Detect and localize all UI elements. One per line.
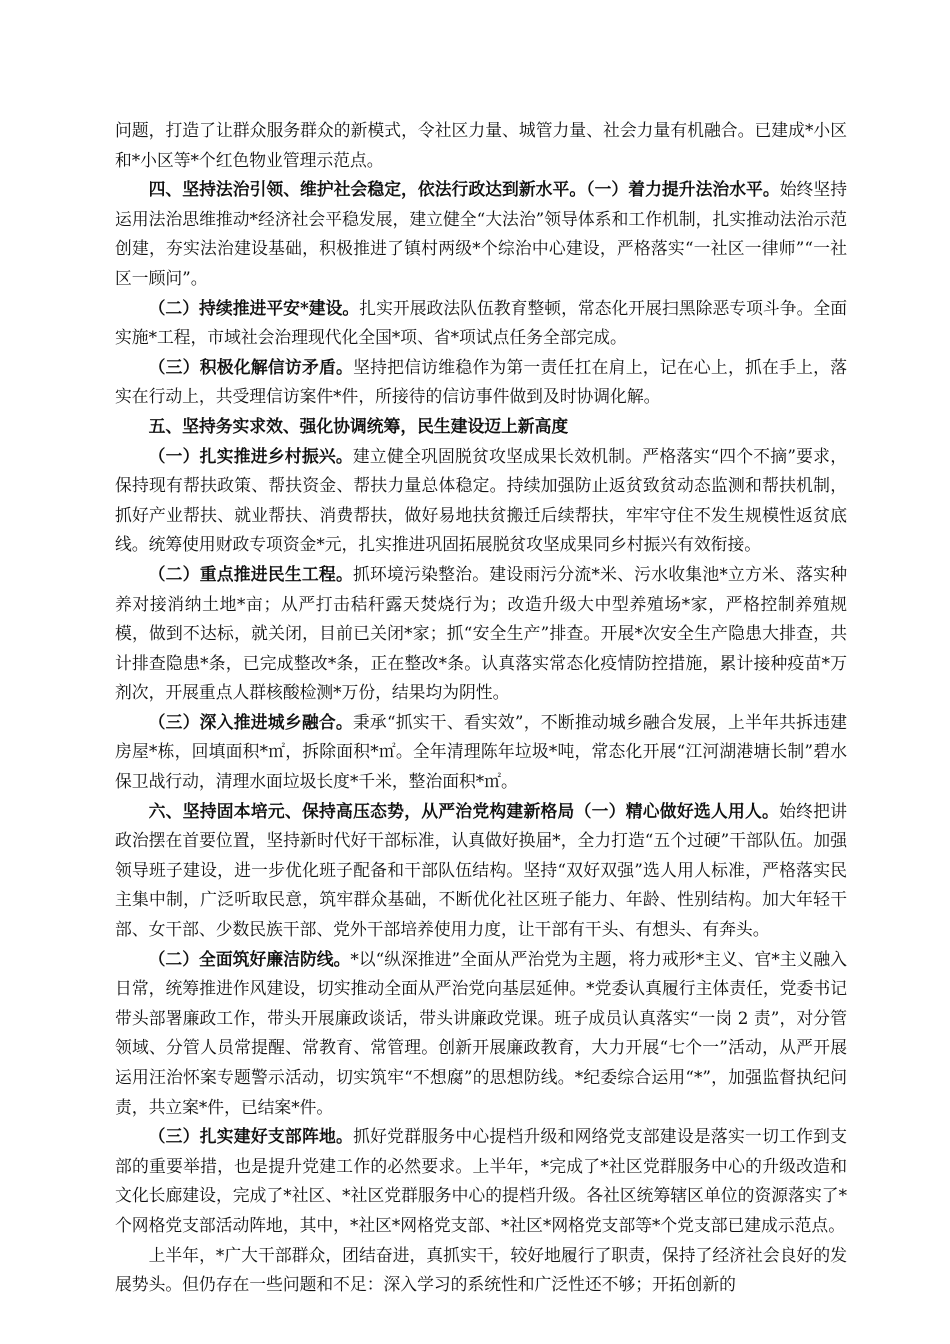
body-text: 始终坚持运用法治思维推动*经济社会平稳发展，建立健全“大法治”领导体系和工作机制，扎实推动法治示范创建，夯实法治建设基础，积极推进了镇村两级*个综治中心建设，严格落实“一社区一律师”“一社区一顾问”。 xyxy=(115,179,847,288)
paragraph-5-2 xyxy=(115,560,847,708)
paragraph-5-3 xyxy=(115,708,847,797)
document-body xyxy=(115,116,847,1300)
body-text: 扎实开展政法队伍教育整顿，常态化开展扫黑除恶专项斗争。全面实施*工程，市域社会治理现代化全国*项、省*项试点任务全部完成。 xyxy=(115,297,847,348)
section-heading: 五、坚持务实求效、强化协调统筹，民生建设迈上新高度 xyxy=(148,415,569,436)
section-heading: 六、坚持固本培元、保持高压态势，从严治党构建新格局（一）精心做好选人用人。 xyxy=(148,800,780,821)
paragraph-1 xyxy=(115,116,847,175)
body-text: 抓好党群服务中心提档升级和网络党支部建设是落实一切工作到支部的重要举措，也是提升党建工作的必然要求。上半年，*完成了*社区党群服务中心的升级改造和文化长廊建设，完成了*社区、*社区党群服务中心的提档升级。各社区统筹辖区单位的资源落实了*个网格党支部活动阵地，其中，*社区*网格党支部、*社区*网格党支部等*个党支部已建成示范点。 xyxy=(115,1126,847,1235)
subsection-heading: （三）扎实建好支部阵地。 xyxy=(148,1126,354,1147)
body-text: 秉承“抓实干、看实效”，不断推动城乡融合发展，上半年共拆违建房屋*栋，回填面积*㎡，拆除面积*㎡。全年清理陈年垃圾*吨，常态化开展“江河湖港塘长制”碧水保卫战行动，清理水面垃圾长度*千米，整治面积*㎡。 xyxy=(115,711,847,792)
body-text: 建立健全巩固脱贫攻坚成果长效机制。严格落实“四个不摘”要求，保持现有帮扶政策、帮扶资金、帮扶力量总体稳定。持续加强防止返贫致贫动态监测和帮扶机制，抓好产业帮扶、就业帮扶、消费帮扶，做好易地扶贫搬迁后续帮扶，牢牢守住不发生规模性返贫底线。统筹使用财政专项资金*元，扎实推进巩固拓展脱贫攻坚成果同乡村振兴有效衔接。 xyxy=(115,445,847,555)
subsection-heading: （二）全面筑好廉洁防线。 xyxy=(148,948,351,969)
subsection-heading: （三）积极化解信访矛盾。 xyxy=(148,356,354,377)
paragraph-4-3 xyxy=(115,353,847,412)
subsection-heading: （一）扎实推进乡村振兴。 xyxy=(148,445,353,466)
subsection-heading: （二）重点推进民生工程。 xyxy=(148,563,353,584)
paragraph-summary xyxy=(115,1241,847,1300)
paragraph-6-2 xyxy=(115,945,847,1123)
paragraph-section-6 xyxy=(115,797,847,945)
section-heading: 四、坚持法治引领、维护社会稳定，依法行政达到新水平。（一）着力提升法治水平。 xyxy=(148,179,780,200)
body-text: 问题，打造了让群众服务群众的新模式，令社区力量、城管力量、社会力量有机融合。已建成*小区和*小区等*个红色物业管理示范点。 xyxy=(115,120,847,170)
body-text: 始终把讲政治摆在首要位置，坚持新时代好干部标准，认真做好换届*，全力打造“五个过硬”干部队伍。加强领导班子建设，进一步优化班子配备和干部队伍结构。坚持“双好双强”选人用人标准，严格落实民主集中制，广泛听取民意，筑牢群众基础，不断优化社区班子能力、年龄、性别结构。加大年轻干部、女干部、少数民族干部、党外干部培养使用力度，让干部有干头、有想头、有奔头。 xyxy=(115,800,847,940)
body-text: 上半年，*广大干部群众，团结奋进，真抓实干，较好地履行了职责，保持了经济社会良好的发展势头。但仍存在一些问题和不足：深入学习的系统性和广泛性还不够；开拓创新的 xyxy=(115,1244,847,1295)
paragraph-section-4 xyxy=(115,175,847,293)
paragraph-5-1 xyxy=(115,442,847,560)
body-text: *以“纵深推进”全面从严治党为主题，将力戒形*主义、官*主义融入日常，统筹推进作风建设，切实推动全面从严治党向基层延伸。*党委认真履行主体责任，党委书记带头部署廉政工作，带头开展廉政谈话，带头讲廉政党课。班子成员认真落实“一岗 2 责”，对分管领域、分管人员常提醒、常教育、常管理。创新开展廉政教育，大力开展“七个一”活动，从严开展运用汪治怀案专题警示活动，切实筑牢“不想腐”的思想防线。*纪委综合运用“*”，加强监督执纪问责，共立案*件，已结案*件。 xyxy=(115,948,847,1117)
paragraph-4-2 xyxy=(115,294,847,353)
subsection-heading: （二）持续推进平安*建设。 xyxy=(148,297,360,318)
body-text: 坚持把信访维稳作为第一责任扛在肩上，记在心上，抓在手上，落实在行动上，共受理信访案件*件，所接待的信访事件做到及时协调化解。 xyxy=(115,356,847,407)
paragraph-6-3 xyxy=(115,1122,847,1240)
subsection-heading: （三）深入推进城乡融合。 xyxy=(148,711,353,732)
paragraph-section-5 xyxy=(115,412,847,442)
body-text: 抓环境污染整治。建设雨污分流*米、污水收集池*立方米、落实种养对接消纳土地*亩；从严打击秸秆露天焚烧行为；改造升级大中型养殖场*家，严格控制养殖规模，做到不达标，就关闭，目前已关闭*家；抓“安全生产”排查。开展*次安全生产隐患大排查，共计排查隐患*条，已完成整改*条，正在整改*条。认真落实常态化疫情防控措施，累计接种疫苗*万剂次，开展重点人群核酸检测*万份，结果均为阴性。 xyxy=(115,563,847,703)
